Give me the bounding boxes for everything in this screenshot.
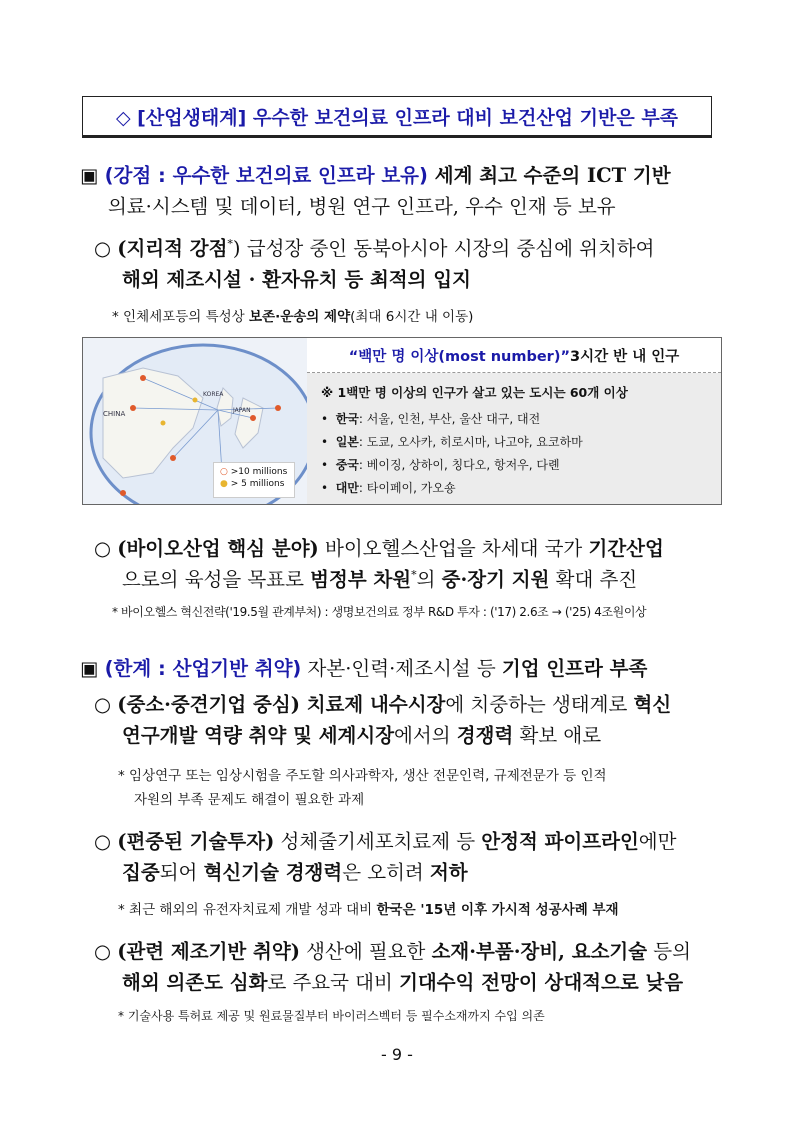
geo-line-1 [94, 233, 654, 261]
mfg-text-1-post: 등의 [647, 940, 691, 963]
bio-text-2-bold1: 범정부 차원 [310, 568, 412, 591]
mfg-text-1-mid: 생산에 필요한 [299, 940, 432, 963]
tech-text-2-mid: 되어 [159, 861, 204, 884]
strength-text-1: 세계 최고 수준의 ICT 기반 [427, 164, 671, 187]
geo-note-bold: 보존·운송의 제약 [249, 309, 351, 325]
city-panel-heading-rest: 3시간 반 내 인구 [569, 348, 680, 365]
circle-bullet-icon: ○ [94, 830, 112, 853]
city-list-china [321, 456, 560, 473]
svg-text:JAPAN: JAPAN [233, 407, 251, 414]
city-list-japan [321, 433, 583, 450]
country-japan: 일본 [335, 435, 359, 449]
bio-text-2-post: 확대 추진 [549, 568, 638, 591]
sme-text-1-bold: 치료제 내수시장 [299, 693, 446, 716]
page-number: - 9 - [381, 1045, 413, 1064]
cities-taiwan: : 타이페이, 가오숑 [358, 481, 456, 495]
sme-text-1-bold2: 혁신 [633, 693, 672, 716]
city-info-box [82, 337, 722, 505]
geo-heading: (지리적 강점 [117, 237, 228, 260]
bio-text-2-bold2: 중·장기 지원 [441, 568, 550, 591]
legend-label-1: >10 millions [230, 467, 288, 477]
tech-heading: (편중된 기술투자) [117, 830, 275, 853]
bio-line-2 [122, 564, 637, 592]
bullet-icon: • [321, 481, 329, 495]
tech-note-bold: 한국은 '15년 이후 가시적 성공사례 부재 [376, 902, 619, 918]
city-panel-heading [307, 338, 721, 373]
bio-text-2-mid: 의 [416, 568, 442, 591]
bullet-icon: • [321, 435, 329, 449]
strength-line-2: 의료·시스템 및 데이터, 병원 연구 인프라, 우수 인재 등 보유 [108, 195, 616, 218]
limit-text-bold: 기업 인프라 부족 [501, 657, 648, 680]
geo-line-2: 해외 제조시설 · 환자유치 등 최적의 입지 [122, 268, 471, 291]
country-taiwan: 대만 [335, 481, 359, 495]
tech-text-1-mid: 성체줄기세포치료제 등 [274, 830, 482, 853]
svg-text:CHINA: CHINA [103, 410, 126, 418]
strength-heading: (강점 : 우수한 보건의료 인프라 보유) [104, 164, 428, 187]
circle-bullet-icon: ○ [94, 940, 112, 963]
section-title [82, 96, 712, 138]
city-list-taiwan [321, 479, 456, 496]
bullet-icon: • [321, 458, 329, 472]
tech-note-pre: * 최근 해외의 유전자치료제 개발 성과 대비 [118, 902, 377, 918]
legend-label-2: > 5 millions [230, 479, 285, 489]
geo-note-post: (최대 6시간 내 이동) [350, 309, 474, 325]
footnote-star: * [411, 568, 417, 582]
city-marker [130, 405, 136, 411]
sme-heading: (중소·중견기업 중심) [117, 693, 300, 716]
tech-text-2-mid2: 은 오히려 [342, 861, 430, 884]
limit-line-1 [80, 653, 647, 681]
cities-japan: : 도쿄, 오사카, 히로시마, 나고야, 요코하마 [358, 435, 583, 449]
bio-text-1-bold: 기간산업 [588, 537, 664, 560]
mfg-text-1-bold: 소재·부품·장비, 요소기술 [431, 940, 648, 963]
sme-text-2-mid: 에서의 [394, 724, 457, 747]
tech-note [118, 898, 619, 918]
country-korea: 한국 [335, 412, 359, 426]
square-bullet-icon: ▣ [80, 657, 99, 680]
circle-bullet-icon: ○ [94, 537, 112, 560]
sme-line-1 [94, 689, 671, 717]
mfg-note: * 기술사용 특허료 제공 및 원료물질부터 바이러스벡터 등 필수소재까지 수입 의존 [118, 1009, 545, 1023]
mfg-line-2 [122, 967, 683, 995]
sme-text-2-post: 확보 애로 [513, 724, 602, 747]
mfg-text-2-bold2: 기대수익 전망이 상대적으로 낮음 [399, 971, 684, 994]
tech-text-2-bold2: 혁신기술 경쟁력 [203, 861, 343, 884]
mfg-line-1 [94, 936, 691, 964]
sme-text-1-mid: 에 치중하는 생태계로 [445, 693, 634, 716]
country-china: 중국 [335, 458, 359, 472]
asia-map-image [83, 338, 308, 504]
tech-text-2-bold3: 저하 [429, 861, 468, 884]
section-title-text: ◇ [산업생태계] 우수한 보건의료 인프라 대비 보건산업 기반은 부족 [115, 106, 679, 129]
cities-korea: : 서울, 인천, 부산, 울산 대구, 대전 [358, 412, 541, 426]
city-list-korea [321, 410, 540, 427]
geo-text-1: ) 급성장 중인 동북아시아 시장의 중심에 위치하여 [232, 237, 655, 260]
bullet-icon: • [321, 412, 329, 426]
geo-note [112, 305, 473, 325]
svg-text:KOREA: KOREA [203, 391, 224, 398]
mfg-text-2-mid: 로 주요국 대비 [267, 971, 400, 994]
sme-text-2-bold: 연구개발 역량 취약 및 세계시장 [122, 724, 395, 747]
sme-note-1: * 임상연구 또는 임상시험을 주도할 의사과학자, 생산 전문인력, 규제전문가 등 인적 [118, 768, 607, 784]
limit-heading: (한계 : 산업기반 취약) [104, 657, 302, 680]
bio-text-1: 바이오헬스산업을 차세대 국가 [318, 537, 589, 560]
geo-note-pre: * 인체세포등의 특성상 [112, 309, 249, 325]
limit-text: 자본·인력·제조시설 등 [301, 657, 502, 680]
square-bullet-icon: ▣ [80, 164, 99, 187]
bio-text-2-pre: 으로의 육성을 목표로 [122, 568, 311, 591]
city-panel [307, 338, 721, 504]
map-legend: ○ >10 millions ● > 5 millions [213, 462, 295, 498]
tech-text-1-post: 에만 [638, 830, 677, 853]
mfg-heading: (관련 제조기반 취약) [117, 940, 300, 963]
sme-line-2 [122, 720, 601, 748]
city-panel-heading-highlight: “백만 명 이상(most number)” [348, 348, 570, 365]
tech-text-2-bold: 집중 [122, 861, 160, 884]
bio-line-1 [94, 533, 664, 561]
circle-bullet-icon: ○ [94, 237, 112, 260]
sme-note-2: 자원의 부족 문제도 해결이 필요한 과제 [134, 792, 365, 808]
bio-heading: (바이오산업 핵심 분야) [117, 537, 319, 560]
tech-text-1-bold: 안정적 파이프라인 [481, 830, 639, 853]
mfg-text-2-bold: 해외 의존도 심화 [122, 971, 268, 994]
strength-line-1 [80, 160, 671, 188]
footnote-star: * [227, 237, 233, 251]
tech-line-2 [122, 857, 468, 885]
city-count-line: ※ 1백만 명 이상의 인구가 살고 있는 도시는 60개 이상 [321, 385, 628, 400]
bio-note: * 바이오헬스 혁신전략('19.5월 관계부처) : 생명보건의료 정부 R&D 투자 : ('17) 2.6조 → ('25) 4조원이상 [112, 605, 647, 619]
tech-line-1 [94, 826, 676, 854]
sme-text-2-bold2: 경쟁력 [456, 724, 514, 747]
circle-bullet-icon: ○ [94, 693, 112, 716]
cities-china: : 베이징, 상하이, 칭다오, 항저우, 다롄 [358, 458, 560, 472]
